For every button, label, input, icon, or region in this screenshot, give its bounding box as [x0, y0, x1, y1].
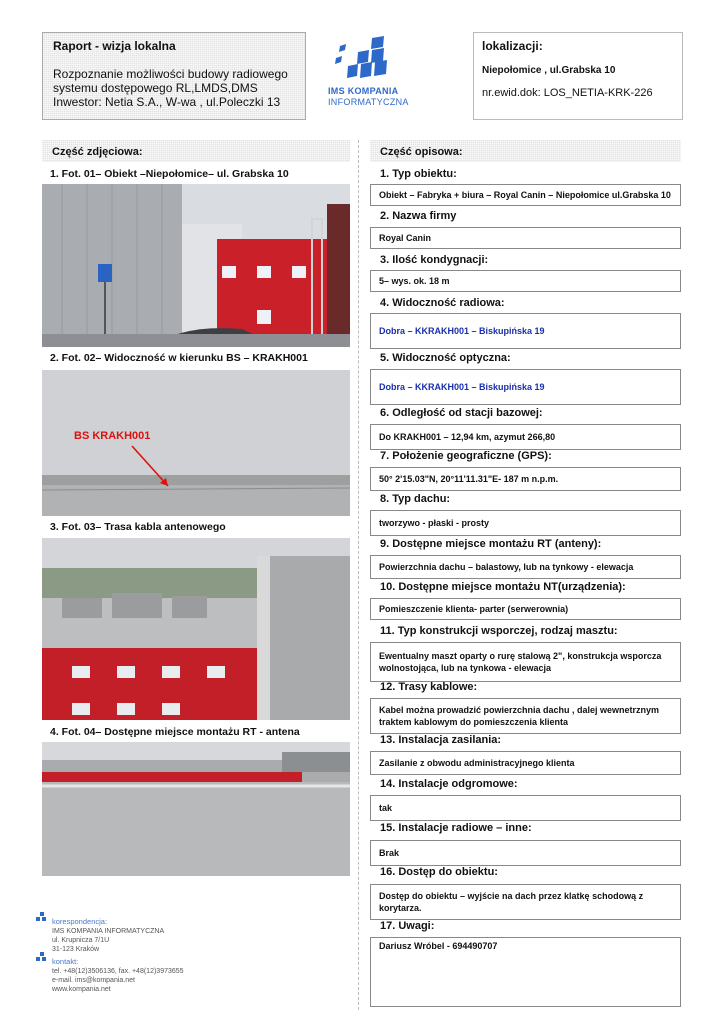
- report-title: Raport - wizja lokalna: [53, 39, 176, 53]
- item-label: 17. Uwagi:: [380, 920, 435, 932]
- item-value: Dostęp do obiektu – wyjście na dach przez klatkę schodową z korytarza.: [379, 891, 644, 913]
- logo-text-2: INFORMATYCZNA: [328, 97, 409, 107]
- company-logo: [328, 34, 410, 118]
- item-value-box: [370, 424, 681, 450]
- item-label: 15. Instalacje radiowe – inne:: [380, 822, 532, 834]
- item-value: Obiekt – Fabryka + biura – Royal Canin – Niepołomice ul.Grabska 10: [379, 190, 671, 200]
- photo-3-caption: 3. Fot. 03– Trasa kabla antenowego: [50, 521, 226, 533]
- item-value-box: [370, 555, 681, 579]
- item-value-box: [370, 467, 681, 491]
- item-label: 9. Dostępne miejsce montażu RT (anteny):: [380, 538, 602, 550]
- footer-corr-2: ul. Krupnicza 7/1U: [52, 937, 110, 944]
- footer-contact-3: www.kompania.net: [52, 986, 111, 993]
- item-value-box: [370, 313, 681, 349]
- item-value: Ewentualny maszt oparty o rurę stalową 2", konstrukcja wsporcza wolnostojąca, lub na tynkowa - elewacja: [379, 651, 662, 673]
- item-value-box: [370, 227, 681, 249]
- item-value: tak: [379, 803, 393, 813]
- footer-corr-label: korespondencja:: [52, 917, 108, 926]
- report-header-box: [42, 32, 306, 120]
- footer-corr-3: 31-123 Kraków: [52, 946, 100, 953]
- item-value-box: [370, 795, 681, 821]
- item-value-box: [370, 598, 681, 620]
- item-label: 5. Widoczność optyczna:: [380, 352, 511, 364]
- item-value: 50° 2'15.03"N, 20°11'11.31"E- 187 m n.p.m.: [379, 474, 559, 484]
- item-value-box: [370, 884, 681, 920]
- item-value-box: [370, 937, 681, 1007]
- item-value-box: [370, 698, 681, 734]
- left-section-heading: Część zdjęciowa:: [42, 140, 350, 162]
- item-label: 1. Typ obiektu:: [380, 168, 457, 180]
- location-city: Niepołomice , ul.Grabska 10: [482, 65, 616, 76]
- column-divider: [358, 140, 359, 1010]
- item-label: 7. Położenie geograficzne (GPS):: [380, 450, 552, 462]
- location-box: [473, 32, 683, 120]
- photo-2: [42, 370, 350, 516]
- item-value-box: [370, 184, 681, 206]
- item-value-box: [370, 369, 681, 405]
- item-value-box: [370, 270, 681, 292]
- photo-4-caption: 4. Fot. 04– Dostępne miejsce montażu RT - antena: [50, 726, 300, 738]
- footer-contact-1: tel. +48(12)3506136, fax. +48(12)3973655: [52, 968, 184, 975]
- item-label: 11. Typ konstrukcji wsporczej, rodzaj masztu:: [380, 625, 618, 637]
- item-label: 13. Instalacja zasilania:: [380, 734, 502, 746]
- location-ewid: nr.ewid.dok: LOS_NETIA-KRK-226: [482, 87, 653, 99]
- item-value: Powierzchnia dachu – balastowy, lub na tynkowy - elewacja: [379, 562, 634, 572]
- item-value: Dobra – KKRAKH001 – Biskupińska 19: [379, 382, 545, 392]
- item-value: Pomieszczenie klienta- parter (serwerownia): [379, 604, 569, 614]
- report-desc-1: Rozpoznanie możliwości budowy radiowego: [53, 67, 288, 81]
- item-label: 8. Typ dachu:: [380, 493, 451, 505]
- item-value-box: [370, 840, 681, 866]
- item-label: 12. Trasy kablowe:: [380, 681, 478, 693]
- report-desc-2: systemu dostępowego RL,LMDS,DMS: [53, 81, 258, 95]
- footer-contact-label: kontakt:: [52, 957, 79, 966]
- item-label: 14. Instalacje odgromowe:: [380, 778, 518, 790]
- report-desc-3: Inwestor: Netia S.A., W-wa , ul.Poleczki 13: [53, 95, 281, 109]
- item-label: 2. Nazwa firmy: [380, 210, 457, 222]
- item-value: Zasilanie z obwodu administracyjnego klienta: [379, 758, 575, 768]
- item-label: 10. Dostępne miejsce montażu NT(urządzenia):: [380, 581, 626, 593]
- item-value-box: [370, 751, 681, 775]
- photo-2-caption: 2. Fot. 02– Widoczność w kierunku BS – KRAKH001: [50, 352, 308, 364]
- photo-1-caption: 1. Fot. 01– Obiekt –Niepołomice– ul. Grabska 10: [50, 168, 289, 180]
- item-value: Brak: [379, 848, 400, 858]
- footer-corr-1: IMS KOMPANIA INFORMATYCZNA: [52, 928, 165, 935]
- item-value: Dariusz Wróbel - 694490707: [379, 941, 498, 951]
- item-value: Kabel można prowadzić powierzchnia dachu , dalej wewnetrznym traktem kablowym do pomieszczenia klienta: [379, 705, 660, 727]
- location-title: lokalizacji:: [482, 39, 543, 53]
- item-value: tworzywo - płaski - prosty: [379, 518, 490, 528]
- item-value-box: [370, 510, 681, 536]
- logo-text-1: IMS KOMPANIA: [328, 86, 399, 96]
- footer-logo-icon: [34, 912, 48, 924]
- item-value: Dobra – KKRAKH001 – Biskupińska 19: [379, 326, 545, 336]
- footer-contact-2: e-mail. ims@kompania.net: [52, 977, 135, 984]
- item-label: 6. Odległość od stacji bazowej:: [380, 407, 543, 419]
- footer-contact-icon: [34, 952, 48, 964]
- item-value: Royal Canin: [379, 233, 432, 243]
- item-value: 5– wys. ok. 18 m: [379, 276, 450, 286]
- logo-mark-icon: [328, 34, 410, 86]
- item-label: 3. Ilość kondygnacji:: [380, 254, 489, 266]
- item-value: Do KRAKH001 – 12,94 km, azymut 266,80: [379, 432, 556, 442]
- photo-3: [42, 538, 350, 720]
- photo-4: [42, 742, 350, 876]
- item-label: 4. Widoczność radiowa:: [380, 297, 505, 309]
- item-label: 16. Dostęp do obiektu:: [380, 866, 498, 878]
- photo-1: [42, 184, 350, 347]
- item-value-box: [370, 642, 681, 682]
- right-section-heading: Część opisowa:: [370, 140, 681, 162]
- bs-annotation: BS KRAKH001: [74, 430, 151, 442]
